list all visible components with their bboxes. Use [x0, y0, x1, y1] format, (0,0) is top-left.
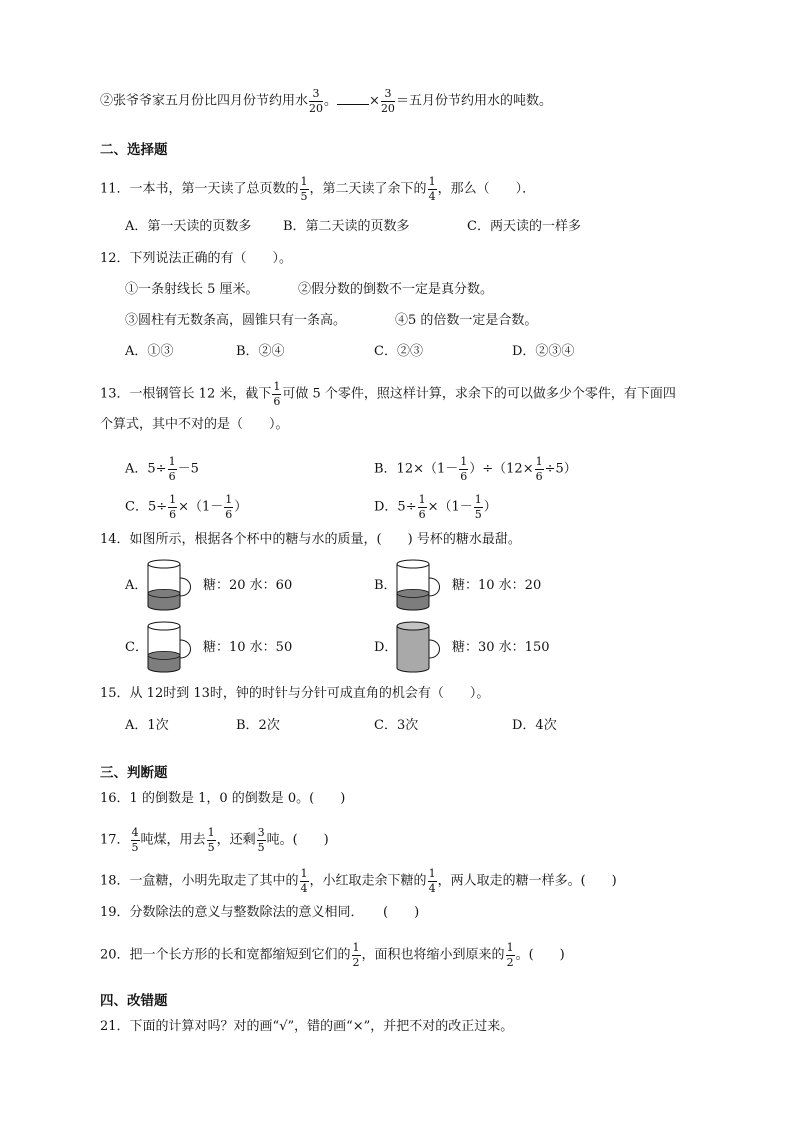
option-c[interactable]: C．②③: [374, 344, 423, 359]
question-17: 17． $\frac{4}{5}$ 吨煤，用去 $\frac{1}{5}$ ，还剩 $\frac{3}{5}$ 吨。( ): [100, 826, 329, 854]
cup-c-mass: 糖：10 水：50: [203, 640, 293, 655]
option-d[interactable]: D．②③④: [512, 344, 575, 359]
statement-2: ②假分数的倒数不一定是真分数。: [298, 282, 494, 297]
question-13-line2: 个算式，其中不对的是（ ）。: [100, 417, 289, 432]
section-title: 二、选择题: [100, 142, 168, 158]
question-21: 21．下面的计算对吗？对的画“√”，错的画“×”，并把不对的改正过来。: [100, 1019, 514, 1034]
question-19: 19．分数除法的意义与整数除法的意义相同． ( ): [100, 905, 420, 920]
question-15: 15．从 12时到 13时，钟的时针与分针可成直角的机会有（ ）。: [100, 686, 490, 701]
section-title: 四、改错题: [100, 993, 168, 1009]
cup-a-mass: 糖：20 水：60: [203, 578, 293, 593]
cup-icon-d: [395, 618, 445, 676]
option-b[interactable]: B．2次: [236, 718, 280, 733]
cup-icon-c: [146, 618, 196, 676]
question-14: 14．如图所示，根据各个杯中的糖与水的质量，( ) 号杯的糖水最甜。: [100, 532, 521, 547]
option-b[interactable]: B．12×（1－ $\frac{1}{6}$ ）÷（12× $\frac{1}{6}$ ÷5）: [374, 455, 577, 483]
option-d[interactable]: D．: [374, 640, 398, 655]
option-c[interactable]: C．5÷ $\frac{1}{6}$ ×（1－ $\frac{1}{6}$ ）: [125, 493, 248, 521]
option-a[interactable]: A．1次: [125, 718, 169, 733]
section-title: 三、判断题: [100, 765, 168, 781]
statement-4: ④5 的倍数一定是合数。: [395, 313, 538, 328]
statement-3: ③圆柱有无数条高，圆锥只有一条高。: [125, 313, 347, 328]
fraction: $\frac{3}{20}$: [380, 87, 395, 115]
option-d[interactable]: D．4次: [512, 718, 557, 733]
option-a[interactable]: A．第一天读的页数多: [125, 219, 252, 234]
cup-icon-b: [395, 556, 445, 614]
option-a[interactable]: A．①③: [125, 344, 174, 359]
cup-b-mass: 糖：10 水：20: [452, 578, 542, 593]
q10-item2: ②张爷爷家五月份比四月份节约用水 $\frac{3}{20}$ 。 × $\frac{3}{20}$ ＝五月份节约用水的吨数。: [100, 87, 552, 115]
option-b[interactable]: B．: [374, 578, 397, 593]
option-b[interactable]: B．②④: [236, 344, 285, 359]
question-11: 11．一本书，第一天读了总页数的 $\frac{1}{5}$ ，第二天读了余下的 $\frac{1}{4}$ ，那么（ ）．: [100, 175, 536, 203]
question-12: 12．下列说法正确的有（ ）。: [100, 251, 293, 266]
option-c[interactable]: C．两天读的一样多: [467, 219, 581, 234]
option-c[interactable]: C．: [125, 640, 148, 655]
statement-1: ①一条射线长 5 厘米。: [125, 282, 259, 297]
question-18: 18．一盒糖，小明先取走了其中的 $\frac{1}{4}$ ，小红取走余下糖的 $\frac{1}{4}$ ，两人取走的糖一样多。( ): [100, 867, 617, 895]
question-16: 16．1 的倒数是 1，0 的倒数是 0。( ): [100, 791, 346, 806]
option-d[interactable]: D．5÷ $\frac{1}{6}$ ×（1－ $\frac{1}{5}$ ）: [374, 493, 497, 521]
option-b[interactable]: B．第二天读的页数多: [283, 219, 410, 234]
answer-blank[interactable]: [337, 104, 369, 105]
option-a[interactable]: A．5÷ $\frac{1}{6}$ －5: [125, 455, 199, 483]
cup-d-mass: 糖：30 水：150: [452, 640, 550, 655]
question-13: 13．一根钢管长 12 米，截下 $\frac{1}{6}$ 可做 5 个零件，照这样计算，求余下的可以做多少个零件，有下面四: [100, 380, 676, 408]
fraction: $\frac{3}{20}$: [309, 87, 324, 115]
option-c[interactable]: C．3次: [374, 718, 419, 733]
question-20: 20．把一个长方形的长和宽都缩短到它们的 $\frac{1}{2}$ ，面积也将缩小到原来的 $\frac{1}{2}$ 。( ): [100, 941, 565, 969]
cup-icon-a: [146, 556, 196, 614]
option-a[interactable]: A．: [125, 578, 148, 593]
